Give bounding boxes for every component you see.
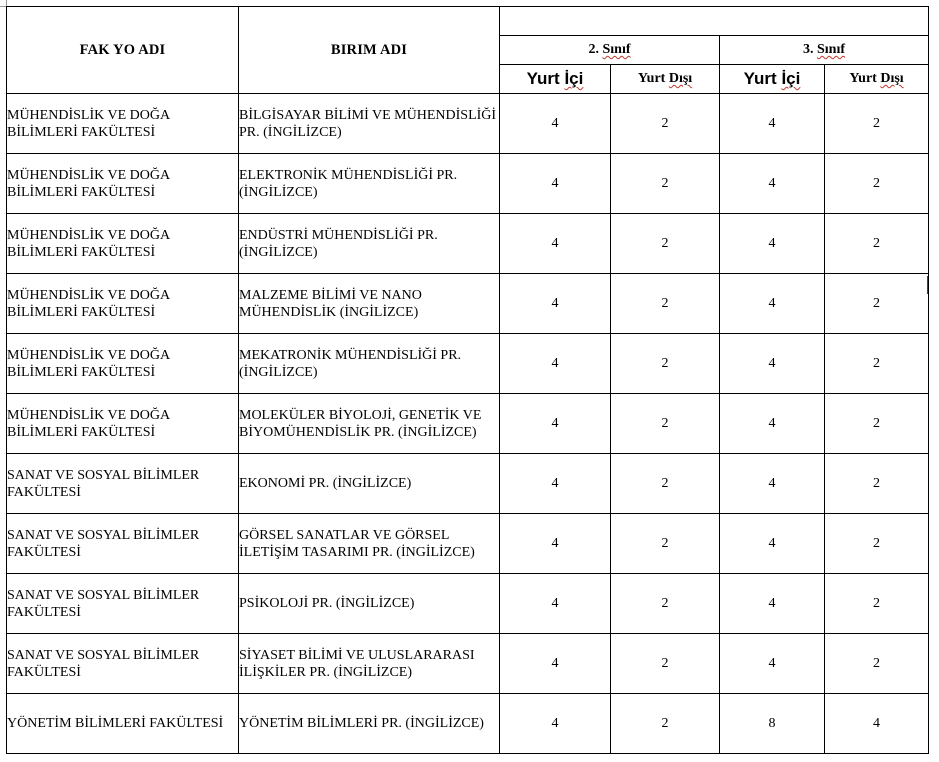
table-row: [7, 94, 929, 154]
unit-cell: MEKATRONİK MÜHENDİSLİĞİ PR. (İNGİLİZCE): [239, 334, 500, 394]
table-row: [7, 154, 929, 214]
unit-cell: SİYASET BİLİMİ VE ULUSLARARASI İLİŞKİLER PR. (İNGİLİZCE): [239, 634, 500, 694]
class3-abroad-cell: 2: [825, 574, 929, 634]
quota-table: [6, 6, 929, 754]
class2-domestic-cell: 4: [500, 394, 611, 454]
faculty-cell: MÜHENDİSLİK VE DOĞA BİLİMLERİ FAKÜLTESİ: [7, 274, 239, 334]
faculty-cell: SANAT VE SOSYAL BİLİMLER FAKÜLTESİ: [7, 574, 239, 634]
class2-abroad-cell: 2: [611, 694, 720, 754]
class3-domestic-cell: 4: [720, 454, 825, 514]
table-row: [7, 514, 929, 574]
class2-abroad-cell: 2: [611, 394, 720, 454]
table-row: [7, 454, 929, 514]
class3-abroad-cell: 2: [825, 94, 929, 154]
class3-abroad-cell: 2: [825, 214, 929, 274]
class2-domestic-cell: 4: [500, 274, 611, 334]
class3-abroad-cell: 2: [825, 394, 929, 454]
faculty-cell: MÜHENDİSLİK VE DOĞA BİLİMLERİ FAKÜLTESİ: [7, 94, 239, 154]
faculty-cell: SANAT VE SOSYAL BİLİMLER FAKÜLTESİ: [7, 514, 239, 574]
class3-domestic-cell: 4: [720, 274, 825, 334]
class2-domestic-cell: 4: [500, 214, 611, 274]
unit-cell: ENDÜSTRİ MÜHENDİSLİĞİ PR. (İNGİLİZCE): [239, 214, 500, 274]
class2-domestic-cell: 4: [500, 634, 611, 694]
class3-abroad-cell: 2: [825, 334, 929, 394]
faculty-column-header: [7, 7, 239, 94]
class2-abroad-cell: 2: [611, 514, 720, 574]
class3-domestic-header: [720, 65, 825, 94]
class3-abroad-cell: 2: [825, 154, 929, 214]
class2-abroad-word1: Yurt: [637, 71, 669, 86]
class3-domestic-word2: İçi: [781, 69, 801, 88]
class3-abroad-cell: 2: [825, 634, 929, 694]
class2-word: Sınıf: [602, 42, 631, 57]
class2-domestic-cell: 4: [500, 514, 611, 574]
table-row: [7, 574, 929, 634]
table-row: [7, 214, 929, 274]
class2-abroad-cell: 2: [611, 334, 720, 394]
class2-prefix: 2.: [588, 42, 603, 57]
class2-domestic-cell: 4: [500, 94, 611, 154]
faculty-cell: MÜHENDİSLİK VE DOĞA BİLİMLERİ FAKÜLTESİ: [7, 154, 239, 214]
unit-cell: MALZEME BİLİMİ VE NANO MÜHENDİSLİK (İNGİLİZCE): [239, 274, 500, 334]
class3-abroad-word1: Yurt: [849, 71, 881, 86]
class2-abroad-word2: Dışı: [668, 71, 693, 86]
class2-abroad-cell: 2: [611, 574, 720, 634]
class2-abroad-header: [611, 65, 720, 94]
unit-cell: GÖRSEL SANATLAR VE GÖRSEL İLETİŞİM TASARIMI PR. (İNGİLİZCE): [239, 514, 500, 574]
class3-domestic-cell: 4: [720, 214, 825, 274]
table-row: [7, 274, 929, 334]
table-row: [7, 394, 929, 454]
class3-abroad-cell: 4: [825, 694, 929, 754]
class2-abroad-cell: 2: [611, 214, 720, 274]
class2-abroad-cell: 2: [611, 634, 720, 694]
class3-domestic-cell: 4: [720, 154, 825, 214]
class2-domestic-cell: 4: [500, 454, 611, 514]
table-row: [7, 694, 929, 754]
class3-domestic-cell: 4: [720, 334, 825, 394]
class2-domestic-cell: 4: [500, 574, 611, 634]
unit-cell: PSİKOLOJİ PR. (İNGİLİZCE): [239, 574, 500, 634]
unit-cell: BİLGİSAYAR BİLİMİ VE MÜHENDİSLİĞİ PR. (İNGİLİZCE): [239, 94, 500, 154]
class3-abroad-word2: Dışı: [880, 71, 904, 86]
class3-header: [720, 36, 929, 65]
class3-domestic-word1: Yurt: [743, 69, 782, 88]
class3-prefix: 3.: [802, 42, 817, 57]
class2-domestic-cell: 4: [500, 694, 611, 754]
class3-domestic-cell: 8: [720, 694, 825, 754]
class2-domestic-cell: 4: [500, 334, 611, 394]
empty-header-cell: [500, 7, 929, 36]
faculty-cell: YÖNETİM BİLİMLERİ FAKÜLTESİ: [7, 694, 239, 754]
faculty-cell: SANAT VE SOSYAL BİLİMLER FAKÜLTESİ: [7, 454, 239, 514]
class3-abroad-cell: 2: [825, 454, 929, 514]
class2-domestic-word1: Yurt: [526, 69, 565, 88]
faculty-cell: MÜHENDİSLİK VE DOĞA BİLİMLERİ FAKÜLTESİ: [7, 214, 239, 274]
table-row: [7, 634, 929, 694]
unit-column-header: [239, 7, 500, 94]
class3-domestic-cell: 4: [720, 94, 825, 154]
class2-abroad-cell: 2: [611, 274, 720, 334]
class3-domestic-cell: 4: [720, 394, 825, 454]
class3-word: Sınıf: [816, 42, 845, 57]
header-row-top: [7, 7, 929, 36]
unit-cell: EKONOMİ PR. (İNGİLİZCE): [239, 454, 500, 514]
faculty-cell: SANAT VE SOSYAL BİLİMLER FAKÜLTESİ: [7, 634, 239, 694]
class2-domestic-word2: İçi: [564, 69, 584, 88]
class2-abroad-cell: 2: [611, 154, 720, 214]
table-row: [7, 334, 929, 394]
class2-domestic-cell: 4: [500, 154, 611, 214]
unit-cell: ELEKTRONİK MÜHENDİSLİĞİ PR. (İNGİLİZCE): [239, 154, 500, 214]
class3-abroad-header: [825, 65, 929, 94]
class3-domestic-cell: 4: [720, 574, 825, 634]
class3-abroad-cell: 2: [825, 274, 929, 334]
class3-abroad-cell: 2: [825, 514, 929, 574]
class3-domestic-cell: 4: [720, 634, 825, 694]
unit-cell: YÖNETİM BİLİMLERİ PR. (İNGİLİZCE): [239, 694, 500, 754]
class2-abroad-cell: 2: [611, 94, 720, 154]
class2-domestic-header: [500, 65, 611, 94]
class2-header: [500, 36, 720, 65]
class2-abroad-cell: 2: [611, 454, 720, 514]
unit-cell: MOLEKÜLER BİYOLOJİ, GENETİK VE BİYOMÜHENDİSLİK PR. (İNGİLİZCE): [239, 394, 500, 454]
class3-domestic-cell: 4: [720, 514, 825, 574]
faculty-header-label: FAK YO ADI: [79, 41, 166, 58]
faculty-cell: MÜHENDİSLİK VE DOĞA BİLİMLERİ FAKÜLTESİ: [7, 334, 239, 394]
unit-header-label: BIRIM ADI: [330, 41, 408, 58]
faculty-cell: MÜHENDİSLİK VE DOĞA BİLİMLERİ FAKÜLTESİ: [7, 394, 239, 454]
